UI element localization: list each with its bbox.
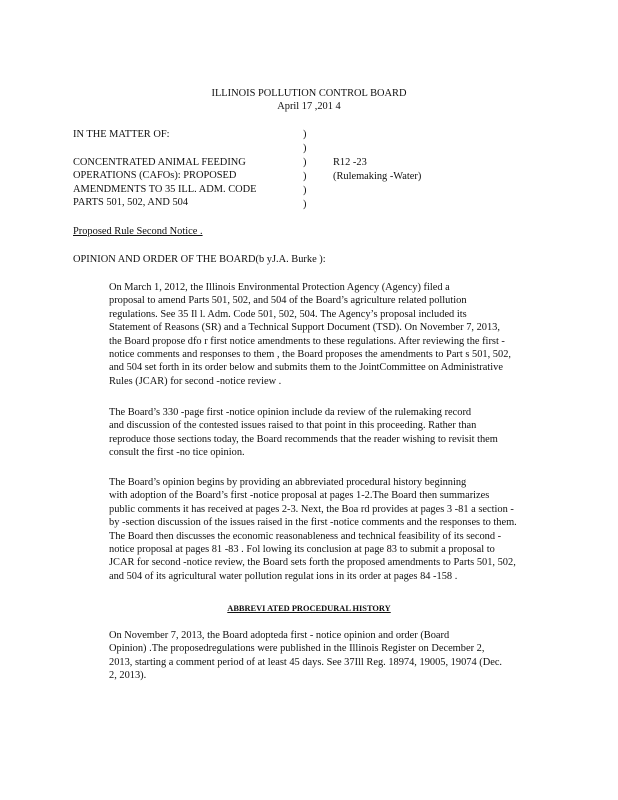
text-line: and 504 of its agricultural water pollution regulat ions in its order at pages 84 -158 . bbox=[109, 570, 458, 582]
text-line: Statement of Reasons (SR) and a Technical Support Document (TSD). On November 7, 2013, bbox=[109, 322, 500, 334]
text-line: and 504 set forth in its order below and submits them to the JointCommittee on Administrative bbox=[109, 362, 503, 374]
text-line: The Board then discusses the economic reasonableness and technical feasibility of its second - bbox=[109, 530, 502, 542]
bracket: ) bbox=[303, 129, 307, 140]
caption-line: CONCENTRATED ANIMAL FEEDING bbox=[73, 157, 246, 168]
text-line: with adoption of the Board’s first -notice proposal at pages 1-2.The Board then summarizes bbox=[109, 490, 490, 502]
rule-title: Proposed Rule Second Notice . bbox=[73, 226, 203, 237]
text-line: reproduce those sections today, the Board recommends that the reader wishing to revisit them bbox=[109, 433, 498, 445]
text-line: consult the first -no tice opinion. bbox=[109, 447, 245, 459]
docket-number: R12 -23 bbox=[333, 157, 367, 168]
text-line: proposal to amend Parts 501, 502, and 504 of the Board’s agriculture related pollution bbox=[109, 295, 467, 307]
text-line: and discussion of the contested issues raised to that point in this proceeding. Rather than bbox=[109, 420, 477, 432]
text-line: Rules (JCAR) for second -notice review . bbox=[109, 375, 282, 387]
paragraph-4 bbox=[73, 629, 519, 683]
agency-title: ILLINOIS POLLUTION CONTROL BOARD bbox=[211, 88, 407, 99]
opinion-heading: OPINION AND ORDER OF THE BOARD(b yJ.A. Burke ): bbox=[73, 254, 326, 265]
caption-line: OPERATIONS (CAFOs): PROPOSED bbox=[73, 170, 237, 182]
text-line: The Board’s opinion begins by providing an abbreviated procedural history beginning bbox=[109, 477, 467, 488]
caption-line: AMENDMENTS TO 35 ILL. ADM. CODE bbox=[73, 183, 257, 195]
paragraph-1 bbox=[73, 281, 519, 388]
bracket: ) bbox=[303, 157, 307, 168]
docket-type: (Rulemaking -Water) bbox=[333, 171, 422, 182]
text-line: public comments it has received at pages 2-3. Next, the Boa rd provides at pages 3 -81 a section - bbox=[109, 503, 514, 515]
text-line: 2, 2013). bbox=[109, 670, 147, 682]
document-date: April 17 ,201 4 bbox=[277, 101, 341, 112]
section-heading: ABBREVI ATED PROCEDURAL HISTORY bbox=[227, 604, 391, 613]
bracket: ) bbox=[303, 171, 307, 182]
text-line: by -section discussion of the issues raised in the first -notice comments and the responses to them. bbox=[109, 517, 517, 529]
caption-brackets bbox=[303, 128, 306, 212]
text-line: the Board propose dfo r first notice amendments to these regulations. After reviewing the first - bbox=[109, 335, 505, 347]
text-line: 2013, starting a comment period of at least 45 days. See 37Ill Reg. 18974, 19005, 19074 (Dec. bbox=[109, 656, 503, 668]
text-line: JCAR for second -notice review, the Board sets forth the proposed amendments to Parts 501, 502, bbox=[109, 557, 516, 569]
text-line: notice comments and responses to them , the Board proposes the amendments to Part s 501, 502, bbox=[109, 349, 511, 361]
text-line: Opinion) .The proposedregulations were published in the Illinois Register on December 2, bbox=[109, 643, 485, 655]
text-line: The Board’s 330 -page first -notice opinion include da review of the rulemaking record bbox=[109, 407, 472, 418]
paragraph-3 bbox=[73, 476, 519, 583]
text-line: regulations. See 35 Il l. Adm. Code 501, 502, 504. The Agency’s proposal included its bbox=[109, 308, 467, 320]
caption-title bbox=[73, 156, 256, 210]
bracket: ) bbox=[303, 185, 307, 196]
caption-line: PARTS 501, 502, AND 504 bbox=[73, 197, 189, 209]
text-line: On March 1, 2012, the Illinois Environmental Protection Agency (Agency) filed a bbox=[109, 282, 450, 293]
bracket: ) bbox=[303, 143, 307, 154]
in-the-matter-label: IN THE MATTER OF: bbox=[73, 129, 170, 140]
paragraph-2 bbox=[73, 406, 519, 460]
text-line: On November 7, 2013, the Board adopteda first - notice opinion and order (Board bbox=[109, 630, 450, 641]
text-line: notice proposal at pages 81 -83 . Fol lowing its conclusion at page 83 to submit a proposal to bbox=[109, 544, 495, 556]
bracket: ) bbox=[303, 199, 307, 210]
